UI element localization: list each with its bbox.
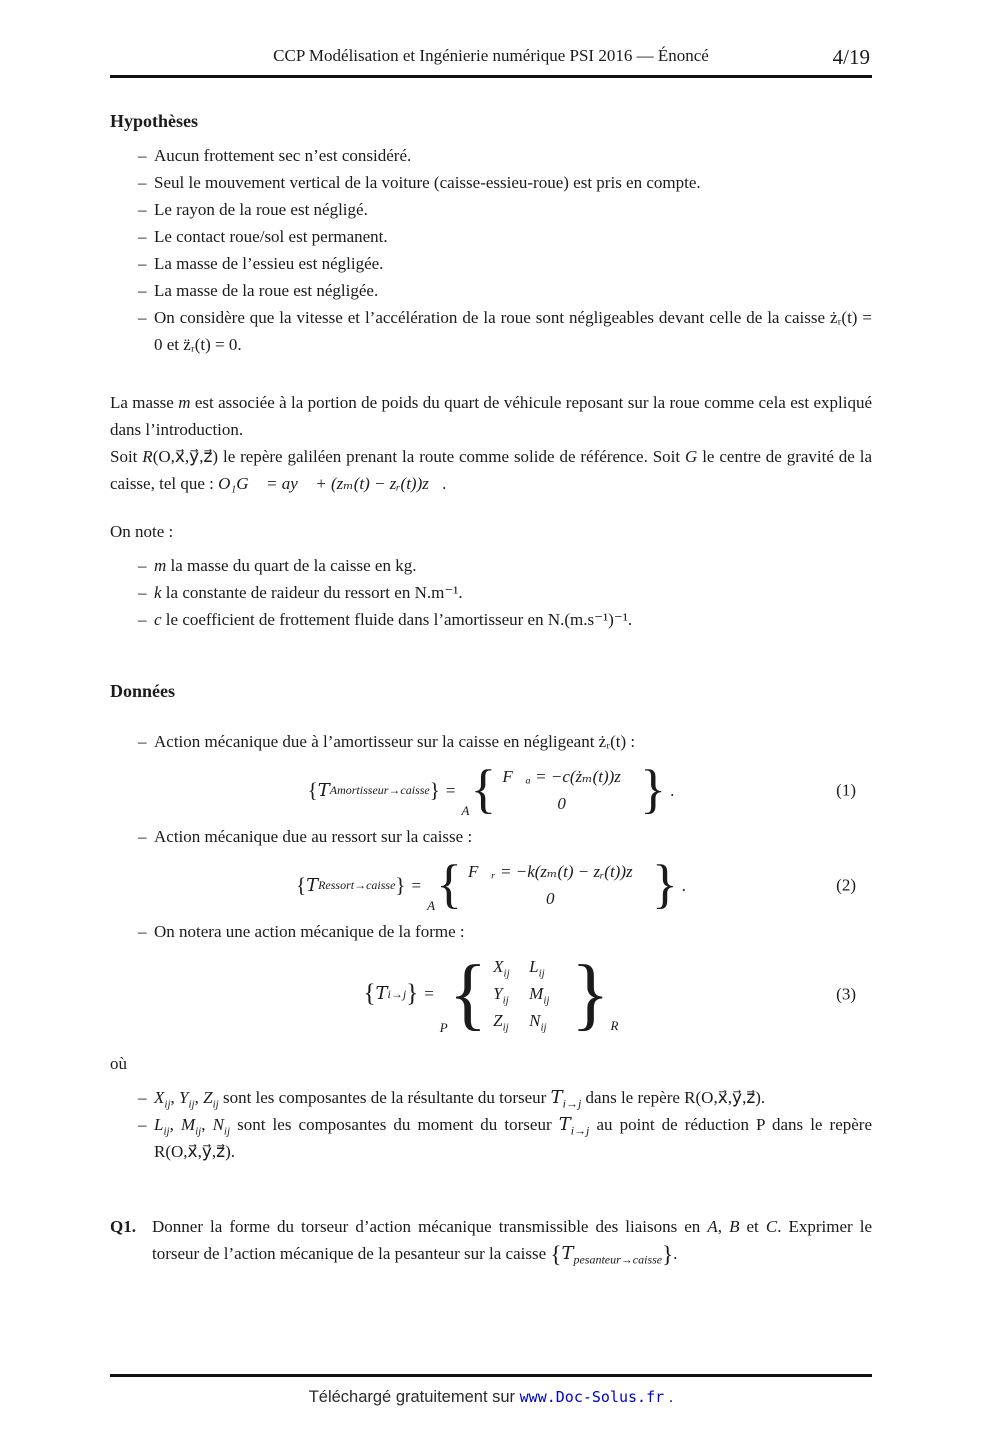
text-segment: le centre de gravité de la caisse, tel que : (110, 447, 872, 493)
variable-k: k (154, 583, 162, 602)
right-brace: } (640, 759, 667, 820)
text-segment: dans le repère R(O,x⃗,y⃗,z⃗). (581, 1088, 766, 1107)
torseur-components (502, 763, 634, 817)
component: L (154, 1115, 164, 1134)
dash-bullet: – (138, 583, 147, 602)
list-item (110, 142, 872, 169)
torseur-matrix (493, 953, 565, 1034)
list-item-text: Action mécanique due à l’amortisseur sur la caisse en négligeant żᵣ(t) : (154, 732, 636, 751)
moment-row: 0⃗ (557, 794, 580, 813)
torseur-lhs: { T i→j } (363, 980, 419, 1007)
hypotheses-list (110, 142, 872, 358)
list-item-text (154, 1084, 872, 1111)
equals-sign: = (411, 875, 422, 895)
list-item (110, 196, 872, 223)
component: M (529, 984, 544, 1003)
list-item (110, 277, 872, 304)
torseur-lhs: { T Amortisseur→caisse } (307, 777, 440, 802)
intro-paragraphs (110, 389, 872, 497)
list-item (110, 250, 872, 277)
torseur-subscript: i→j (562, 1096, 582, 1111)
list-item (110, 918, 872, 945)
left-brace: { (295, 872, 307, 897)
list-item-text: Le rayon de la roue est négligé. (154, 200, 368, 219)
component-subscript: ij (223, 1125, 231, 1138)
text-segment: La masse (110, 393, 179, 412)
component: N (212, 1115, 224, 1134)
list-item-text: Seul le mouvement vertical de la voiture (caisse-essieu-roue) est pris en compte. (154, 173, 701, 192)
equals-sign: = (445, 780, 456, 800)
equation-1 (110, 759, 872, 820)
matrix-row (493, 953, 565, 980)
equation-number: (2) (836, 875, 856, 895)
equation-body (363, 949, 619, 1038)
dash-bullet: – (138, 1088, 147, 1107)
left-brace: { (436, 854, 462, 915)
page-header (110, 0, 872, 78)
list-item (110, 823, 872, 850)
variable-R: R (142, 447, 153, 466)
equation-body (295, 854, 687, 915)
component-subscript: ij (164, 1098, 171, 1111)
component-subscript: ij (502, 1021, 509, 1034)
matrix-cell (529, 1007, 565, 1034)
right-brace: } (571, 949, 610, 1038)
variable-c: c (154, 610, 162, 629)
right-brace: } (429, 777, 440, 802)
moment-row: 0⃗ (546, 889, 568, 908)
dash-bullet: – (138, 254, 147, 273)
variable-m: m (178, 393, 191, 412)
torseur-lhs: { T Ressort→caisse } (295, 872, 406, 897)
reduction-point: A (461, 803, 470, 818)
text-segment: la constante de raideur du ressort en N.m⁻¹. (161, 583, 463, 602)
list-item-text: La masse de l’essieu est négligée. (154, 254, 384, 273)
text-segment: sont les composantes de la résultante du torseur (218, 1088, 551, 1107)
list-item (110, 169, 872, 196)
matrix-cell (493, 1007, 529, 1034)
ou-list (110, 1084, 872, 1165)
text-segment: (O,x⃗,y⃗,z⃗) le repère galiléen prenant la route comme solide de référence. Soit (152, 447, 686, 466)
text-segment: la masse du quart de la caisse en kg. (166, 556, 417, 575)
variable-B: B (729, 1217, 740, 1236)
list-item (110, 579, 872, 606)
list-item (110, 1111, 872, 1165)
dash-bullet: – (138, 922, 147, 941)
list-item (110, 304, 872, 358)
component-subscript: ij (212, 1098, 219, 1111)
matrix-cell (529, 953, 565, 980)
component: Y (493, 984, 503, 1003)
equation-number: (1) (836, 780, 856, 800)
question-1 (110, 1213, 872, 1268)
reduction-point: A (427, 898, 436, 913)
left-brace: { (470, 759, 497, 820)
text-segment: sont les composantes du moment du torseur (230, 1115, 559, 1134)
resultant-row: F⃗ᵣ = −k(zₘ(t) − zᵣ(t))z⃗ (467, 862, 646, 881)
right-brace: } (406, 980, 419, 1007)
list-item-text (154, 1111, 872, 1165)
component: Z (493, 1011, 503, 1030)
text-segment: et (739, 1217, 766, 1236)
resultant-row: F⃗ₐ = −c(żₘ(t))z⃗ (502, 767, 635, 786)
text-segment: est associée à la portion de poids du quart de véhicule reposant sur la roue comme cela est expliqué dans l’introduction. (110, 393, 872, 439)
list-item-text: Action mécanique due au ressort sur la caisse : (154, 827, 473, 846)
matrix-cell (493, 953, 529, 980)
separator: , (201, 1115, 213, 1134)
dash-bullet: – (138, 610, 147, 629)
variable-m: m (154, 556, 167, 575)
component-subscript: ij (502, 994, 509, 1007)
variable-G: G (685, 447, 698, 466)
period: . (670, 780, 675, 800)
list-item-text: On notera une action mécanique de la forme : (154, 922, 465, 941)
torseur-symbol: T (375, 983, 388, 1004)
question-text (152, 1213, 872, 1268)
separator: , (717, 1217, 730, 1236)
dash-bullet: – (138, 173, 147, 192)
equation-number: (3) (836, 984, 856, 1003)
dash-bullet: – (138, 1115, 147, 1134)
dash-bullet: – (138, 146, 147, 165)
list-item (110, 552, 872, 579)
torseur-symbol: T (550, 1087, 563, 1108)
right-brace: } (651, 854, 678, 915)
equation-3 (110, 949, 872, 1038)
vector-equation-inline: O₁G⃗ = ay⃗ + (zₘ(t) − zᵣ(t))z⃗ (218, 474, 443, 493)
separator: , (169, 1115, 181, 1134)
separator: , (194, 1088, 204, 1107)
dash-bullet: – (138, 227, 147, 246)
left-brace: { (448, 949, 488, 1038)
variable-C: C (765, 1217, 778, 1236)
torseur-symbol: T (561, 1243, 574, 1264)
donnees-heading: Données (110, 681, 176, 701)
doc-solus-link[interactable]: www.Doc-Solus.fr (519, 1388, 665, 1406)
left-brace: { (363, 980, 376, 1007)
text-segment: Téléchargé gratuitement sur (308, 1388, 520, 1406)
text-segment: . Exprimer le torseur de l’action mécanique de la pesanteur sur la caisse (152, 1217, 873, 1263)
text-segment: . (442, 474, 447, 493)
component-subscript: ij (163, 1125, 170, 1138)
on-note-intro: On note : (110, 522, 174, 541)
matrix-cell (529, 980, 565, 1007)
component: X (154, 1088, 165, 1107)
component-subscript: ij (540, 1021, 547, 1034)
list-item-text (154, 579, 872, 606)
period: . (673, 1244, 678, 1263)
right-brace: } (662, 1242, 674, 1267)
list-item (110, 223, 872, 250)
component-subscript: ij (195, 1125, 202, 1138)
left-brace: { (550, 1242, 562, 1267)
component: Z (203, 1088, 213, 1107)
component-subscript: ij (503, 967, 510, 980)
torseur-subscript: i→j (570, 1123, 590, 1138)
matrix-cell (493, 980, 529, 1007)
component-subscript: ij (543, 994, 550, 1007)
page-content (110, 108, 872, 1268)
list-item-text: Le contact roue/sol est permanent. (154, 227, 388, 246)
dash-bullet: – (138, 556, 147, 575)
torseur-symbol: T (317, 779, 330, 801)
period: . (664, 1388, 674, 1406)
right-brace: } (395, 872, 406, 897)
ou-intro: où (110, 1054, 127, 1073)
list-item (110, 728, 872, 755)
torseur-symbol: T (306, 874, 319, 896)
intro-paragraph-2 (110, 443, 872, 497)
text-segment: Donner la forme du torseur d’action mécanique transmissible des liaisons en (152, 1217, 708, 1236)
list-item-text (154, 606, 872, 633)
text-segment: Soit (110, 447, 143, 466)
component-subscript: ij (538, 967, 545, 980)
matrix-row (493, 980, 565, 1007)
list-item (110, 1084, 872, 1111)
matrix-row (493, 1007, 565, 1034)
list-item-text (154, 552, 872, 579)
list-item-text: On considère que la vitesse et l’accélération de la roue sont négligeables devant celle de la caisse żᵣ(t) = 0 et z̈ᵣ(t) = 0. (154, 308, 872, 354)
list-item (110, 606, 872, 633)
component-subscript: ij (188, 1098, 195, 1111)
equation-body (307, 759, 675, 820)
torseur-symbol: T (558, 1114, 571, 1135)
dash-bullet: – (138, 200, 147, 219)
list-item-text: Aucun frottement sec n’est considéré. (154, 146, 412, 165)
torseur-subscript: pesanteur→caisse (573, 1252, 663, 1267)
component: L (529, 957, 539, 976)
dash-bullet: – (138, 308, 147, 327)
dash-bullet: – (138, 827, 147, 846)
header-rule (110, 75, 872, 78)
dash-bullet: – (138, 732, 147, 751)
left-brace: { (307, 777, 318, 802)
text-segment: au point de réduction P dans le repère R(O,x⃗,y⃗,z⃗). (154, 1115, 873, 1161)
page-footer (110, 1374, 872, 1407)
component: Y (179, 1088, 189, 1107)
page-number: 4/19 (832, 45, 870, 69)
torseur-components (468, 858, 646, 912)
dash-bullet: – (138, 281, 147, 300)
text-segment: le coefficient de frottement fluide dans l’amortisseur en N.(m.s⁻¹)⁻¹. (161, 610, 633, 629)
variable-A: A (707, 1217, 718, 1236)
question-label: Q1. (110, 1217, 136, 1236)
list-item-text: La masse de la roue est négligée. (154, 281, 379, 300)
notation-list (110, 552, 872, 633)
hypotheses-heading: Hypothèses (110, 111, 199, 131)
equation-2 (110, 854, 872, 915)
reduction-point: P (439, 1020, 448, 1035)
header-title: CCP Modélisation et Ingénierie numérique PSI 2016 — Énoncé (273, 46, 709, 65)
period: . (681, 875, 687, 895)
component: M (180, 1115, 196, 1134)
equals-sign: = (424, 984, 434, 1003)
component: N (529, 1011, 541, 1030)
separator: , (170, 1088, 180, 1107)
component: X (493, 957, 504, 976)
reference-frame: R (610, 1018, 619, 1033)
footer-text (110, 1388, 872, 1407)
intro-paragraph-1 (110, 389, 872, 443)
